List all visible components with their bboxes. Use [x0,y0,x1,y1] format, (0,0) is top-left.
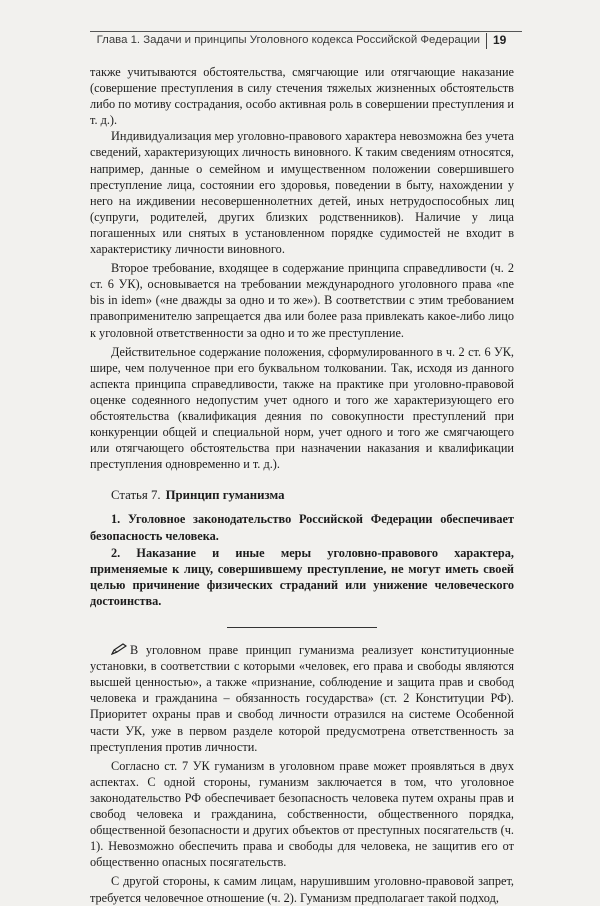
paragraph: Действительное содержание положения, сформулированного в ч. 2 ст. 6 УК, шире, чем полученное при его буквальном толковании. Так, исходя из данного аспекта принципа справедливости, также на практике при уголовно-правовой оценке содеянного недопустим учет одного и того же характеризующего его обстоятельства (квалификация деяния по совокупности преступлений при конкуренции общей и специальной норм, учет одного и того же смягчающего или отягчающего обстоятельства при назначении наказания и квалификации преступления одновременно и т. д.). [90,344,514,472]
article-number: Статья 7. [111,488,161,503]
page-number: 19 [493,33,507,47]
article-part: 2. Наказание и иные меры уголовно-правового характера, применяемые к лицу, совершившему преступление, не могут иметь своей целью причинение физических страданий или унижение человеческого достоинства. [90,545,514,608]
commentary-paragraph: Согласно ст. 7 УК гуманизм в уголовном праве может проявляться в двух аспектах. С одной стороны, гуманизм заключается в том, что уголовное законодательство РФ обеспечивает безопасность человека путем охраны прав и свобод человека и гражданина, собственности, общественного порядка, общественной безопасности и других объектов от преступных посягательств (ч. 1). Невозможно обеспечить права и свободы для человека, не защитив его от общественно опасных посягательств. [90,758,514,870]
running-header-title: Глава 1. Задачи и принципы Уголовного кодекса Российской Федерации [96,34,480,46]
paragraph: Индивидуализация мер уголовно-правового характера невозможна без учета сведений, характеризующих личность виновного. К таким сведениям относятся, например, данные о семейном и имущественном положении совершившего преступление лица, состоянии его здоровья, поведении в быту, нахождении у него на иждивении несовершеннолетних детей, иных нетрудоспособных лиц (супруги, родителей, других близких родственников). Наличие у лица погашенных или снятых в установленном порядке судимостей не входит в характеристику личности виновного. [90,129,514,257]
article-heading [90,487,514,503]
pencil-icon [111,643,127,655]
header-rule [90,31,522,32]
commentary-paragraph: С другой стороны, к самим лицам, нарушившим уголовно-правовой запрет, требуется человечное отношение (ч. 2). Гуманизм предполагает такой подход, [90,874,514,905]
paragraph: также учитываются обстоятельства, смягчающие или отягчающие наказание (совершение преступления в силу стечения тяжелых жизненных обстоятельств либо по мотиву сострадания, особо активная роль в совершении преступления и т. д.). [90,65,514,128]
article-text [90,511,514,609]
paragraph: Второе требование, входящее в содержание принципа справедливости (ч. 2 ст. 6 УК), основывается на требовании международного уголовного права «ne bis in idem» («не дважды за одно и то же»). В соответствии с этим требованием правоприменителю запрещается два или более раза привлекать какое-либо лицо к уголовной ответственности за одно и то же преступление. [90,261,514,340]
article-title: Принцип гуманизма [165,488,285,503]
page-body [90,64,514,906]
section-divider [90,618,514,634]
header-separator [486,33,487,49]
commentary-paragraph [90,642,514,755]
article-part: 1. Уголовное законодательство Российской Федерации обеспечивает безопасность человека. [90,512,514,543]
commentary-text: В уголовном праве принцип гуманизма реализует конституционные установки, в соответствии с которыми «человек, его права и свободы являются высшей ценностью», а также «признание, соблюдение и защита прав и свобод человека и гражданина – обязанность государства» (ст. 2 Конституции РФ). Приоритет охраны прав и свобод личности отразился на системе Особенной части УК, уже в первом разделе которой предусмотрена ответственность за преступления против личности. [90,643,514,754]
